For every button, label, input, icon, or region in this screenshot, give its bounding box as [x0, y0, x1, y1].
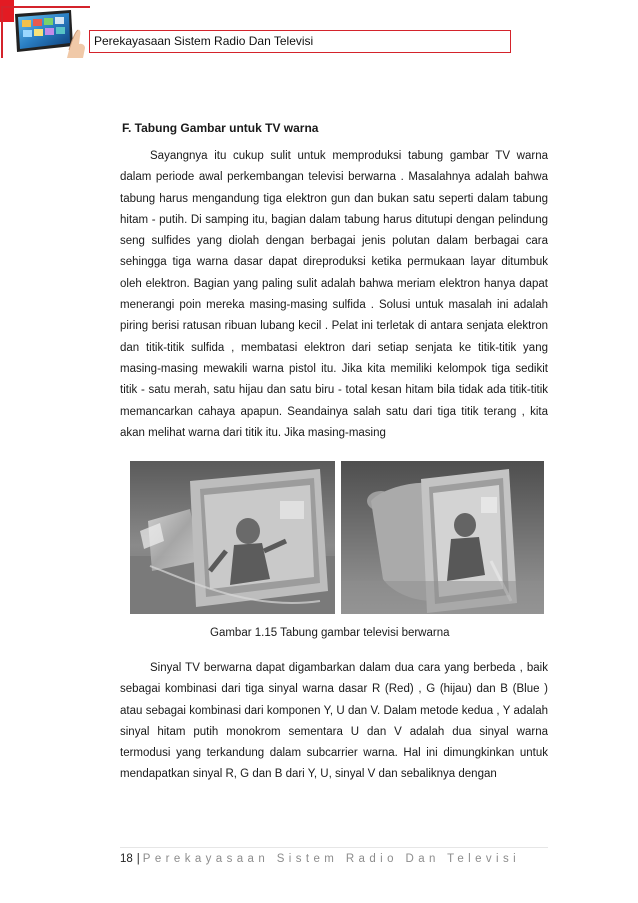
figure: [130, 461, 544, 614]
page-number: 18: [120, 853, 133, 865]
figure-photo-left: [130, 461, 335, 614]
header-logo: [1, 6, 90, 58]
header-title-bar: [89, 30, 511, 53]
paragraph-2: [120, 658, 548, 786]
footer-title: Perekayasaan Sistem Radio Dan Televisi: [142, 853, 521, 865]
footer-separator: |: [136, 853, 140, 865]
paragraph-2-text: Sinyal TV berwarna dapat digambarkan dalam dua cara yang berbeda , baik sebagai kombinasi dari tiga sinyal warna dasar R (Red) , G (hijau) dan B (Blue ) atau sebagai kombinasi dari komponen Y, U dan V. Dalam metode kedua , Y adalah sinyal hitam putih monokrom sementara U dan V adalah dua sinyal warna termodusi yang terkandung dalam subcarrier warna. Hal ini dimungkinkan untuk mendapatkan sinyal R, G dan B dari Y, U, sinyal V dan sebaliknya dengan: [120, 662, 548, 781]
paragraph-1-text: Sayangnya itu cukup sulit untuk memproduksi tabung gambar TV warna dalam periode awal perkembangan televisi berwarna . Masalahnya adalah bahwa tabung harus mengandung tiga elektron gun dan bukan satu seperti dalam tabung hitam - putih. Di samping itu, bagian dalam tabung harus ditutupi dengan pelindung seng sulfides yang diolah dengan berbagai jenis polutan dalam berbagai cara sehingga tiga warna dasar dapat direproduksi ketika permukaan layar ditumbuk oleh elektron. Bagian yang paling sulit adalah bahwa meriam elektron hanya dapat menerangi poin mereka masing-masing sulfida . Solusi untuk masalah ini adalah piring berisi ratusan ribuan lubang kecil . Pelat ini terletak di antara senjata elektron dan titik-titik sulfida , membatasi elektron dari setiap senjata ke titik-titik yang masing-masing mewakili warna pistol itu. Jika kita memiliki kelompok tiga sedikit titik - satu merah, satu hijau dan satu biru - total kesan hitam bila tidak ada titik-titik memancarkan cahaya apapun. Seandainya salah satu dari tiga titik terang , kita akan melihat warna dari titik itu. Jika masing-masing: [120, 150, 548, 439]
figure-caption: Gambar 1.15 Tabung gambar televisi berwarna: [210, 627, 450, 639]
page-header: [0, 0, 638, 60]
section-heading: F. Tabung Gambar untuk TV warna: [122, 121, 319, 135]
paragraph-1: [120, 146, 548, 444]
figure-photo-right: [341, 461, 544, 614]
footer-divider: [120, 847, 548, 848]
page-footer: [120, 853, 520, 865]
header-title: Perekayasaan Sistem Radio Dan Televisi: [94, 34, 314, 48]
tv-screen-hand-icon: [9, 10, 87, 60]
